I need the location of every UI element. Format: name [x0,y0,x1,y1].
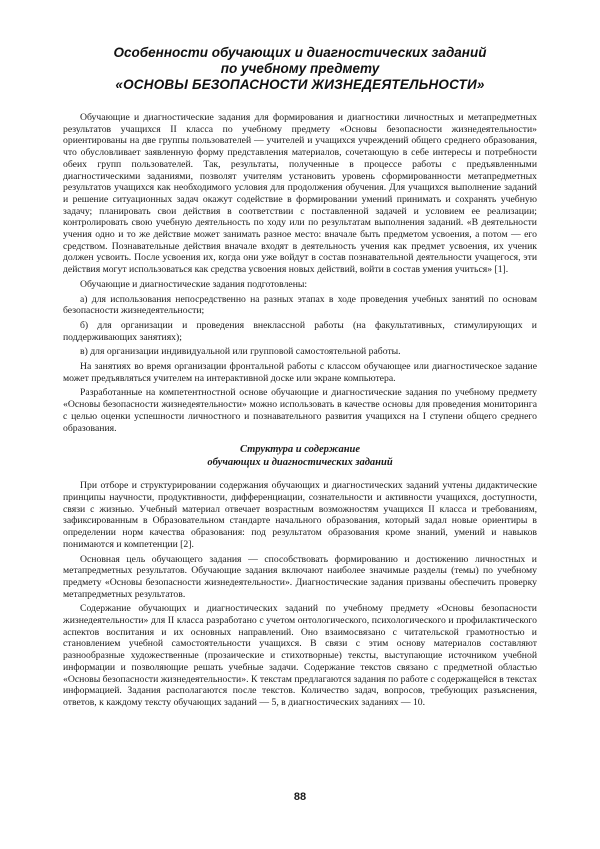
page-number: 88 [293,791,307,803]
paragraph: а) для использования непосредственно на разных этапах в ходе проведения учебных занятий по основам безопасности жизнедеятельности; [63,293,537,317]
paragraph: в) для организации индивидуальной или групповой самостоятельной работы. [80,346,401,358]
section-heading-line-2: обучающих и диагностических заданий [207,456,393,468]
paragraph: Содержание обучающих и диагностических заданий по учебному предмету «Основы безопасности жизнедеятельности» для II класса разработано с учетом онтологического, психологического и профилактического аспектов воспитания и их основных направлений. Оно взаимосвязано с читательской грамотностью и становлением учебной самостоятельности учащихся. В связи с этим основу материалов составляют разнообразные художественные (прозаические и стихотворные) тексты, выступающие источником учебной информации и позволяющие решать учебные задачи. Содержание текстов связано с предметной областью «Основы безопасности жизнедеятельности». К текстам предлагаются задания по работе с содержащейся в текстах информацией. Задания располагаются после текстов. Количество задач, вопросов, требующих разъяснения, ответов, к каждому тексту обучающих заданий — 5, в диагностических заданиях — 10. [63,603,537,708]
paragraph: Основная цель обучающего задания — способствовать формированию и достижению личностных и метапредметных результатов. Обучающие задания включают наиболее значимые разделы (темы) по учебному предмету «Основы безопасности жизнедеятельности». Диагностические задания призваны обеспечить проверку метапредметных результатов. [63,553,537,600]
title-line-1: Особенности обучающих и диагностических заданий [113,45,487,60]
paragraph: Разработанные на компетентностной основе обучающие и диагностические задания по учебному предмету «Основы безопасности жизнедеятельности» можно использовать в качестве основы для проведения мониторинга с целью оценки успешности личностного и познавательного развития учащихся на I ступени общего среднего образования. [63,387,537,434]
paragraph: б) для организации и проведения внеклассной работы (на факультативных, стимулирующих и поддерживающих занятиях); [63,319,537,343]
title-line-2: по учебному предмету [220,61,380,76]
title-line-3: «ОСНОВЫ БЕЗОПАСНОСТИ ЖИЗНЕДЕЯТЕЛЬНОСТИ» [115,77,485,92]
paragraph: Обучающие и диагностические задания подготовлены: [80,278,308,290]
section-heading [63,444,537,469]
paragraph: Обучающие и диагностические задания для формирования и диагностики личностных и метапредметных результатов учащихся II класса по учебному предмету «Основы безопасности жизнедеятельности» ориентированы на две группы пользователей — учителей и учащихся учреждений общего среднего образования, что обусловливает заявленную форму представления материалов, сочетающую в себе интересы и потребности обеих групп пользователей. Так, результаты, полученные в процессе работы с предъявленными диагностическими заданиями, позволят учителям установить уровень сформированности метапредметных результатов учащихся как необходимого условия для продолжения обучения. Для учащихся выполнение заданий и решение ситуационных задач окажут содействие в формировании умений принимать и сохранять учебную задачу; планировать свои действия в соответствии с поставленной задачей и условием ее реализации; контролировать свою учебную деятельность по ходу или по результатам выполнения заданий. «В деятельности учения одно и то же действие может занимать разное место: вначале быть предметом усвоения, а потом — его средством. Познавательные действия вначале входят в деятельность учения как предмет усвоения, их ученик должен усвоить. После усвоения их, когда они уже войдут в состав познавательной деятельности учащегося, эти действия могут использоваться как средства усвоения новых действий, войти в состав умения учиться» [1]. [63,112,537,276]
paragraph: На занятиях во время организации фронтальной работы с классом обучающее или диагностическое задание может предъявляться учителем на интерактивной доске или экране компьютера. [63,361,537,384]
body-text [63,112,537,712]
section-heading-line-1: Структура и содержание [239,444,361,456]
page-title [60,45,540,93]
paragraph: При отборе и структурировании содержания обучающих и диагностических заданий учтены дидактические принципы научности, продуктивности, дифференциации, сознательности и активности учащихся, доступности, связи с жизнью. Учебный материал отвечает возрастным возможностям учащихся II класса и требованиям, зафиксированным в Образовательном стандарте начального образования, который задал новые ориентиры в определении норм качества образования: под результатом образования кроме знаний, умений и навыков понимаются и компетенции [2]. [63,480,537,550]
